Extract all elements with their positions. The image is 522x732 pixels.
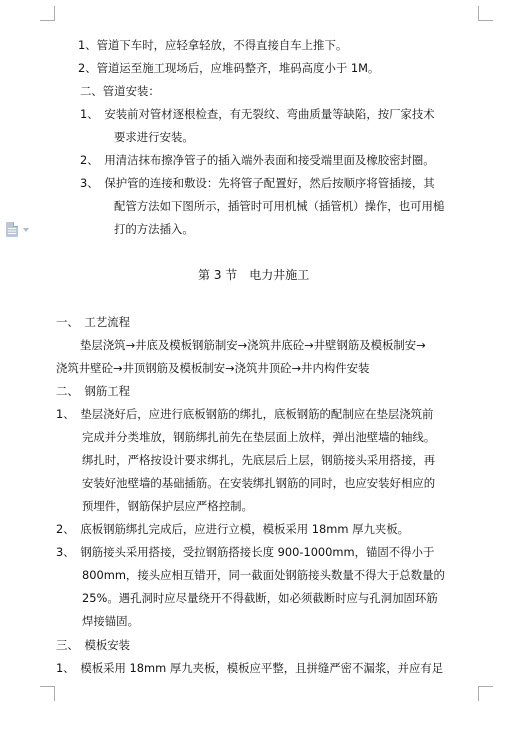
paragraph-line: 1、管道下车时，应轻拿轻放，不得直接自车上推下。	[78, 38, 348, 52]
paragraph-line: 25%。遇孔洞时应尽量绕开不得截断，如必须截断时应与孔洞加固环筋	[82, 591, 438, 605]
paragraph-line: 2、管道运至施工现场后，应堆码整齐，堆码高度小于 1M。	[78, 61, 380, 75]
list-item: 1、 垫层浇好后，应进行底板钢筋的绑扎，底板钢筋的配制应在垫层浇筑前	[56, 407, 434, 421]
paragraph-line: 打的方法插入。	[114, 222, 194, 236]
dropdown-arrow-icon[interactable]	[23, 228, 29, 232]
corner-mark-top-left	[40, 6, 55, 21]
paragraph-line: 垫层浇筑→井底及模板钢筋制安→浇筑井底砼→井壁钢筋及模板制安→	[80, 338, 426, 352]
paragraph-line: 浇筑井壁砼→井顶钢筋及模板制安→浇筑井顶砼→井内构件安装	[56, 361, 370, 375]
section-heading: 一、 工艺流程	[56, 315, 131, 329]
corner-mark-bottom-left	[40, 686, 55, 701]
paragraph-line: 要求进行安装。	[114, 130, 194, 144]
paragraph-line: 配管方法如下图所示，插管时可用机械（插管机）操作，也可用槌	[114, 199, 445, 213]
paragraph-line: 绑扎时，严格按设计要求绑扎，先底层后上层，钢筋接头采用搭接，再	[82, 453, 436, 467]
document-icon[interactable]	[6, 222, 18, 237]
section-heading: 二、管道安装：	[80, 84, 160, 98]
list-item: 1、 模板采用 18mm 厚九夹板，模板应平整，且拼缝严密不漏浆，并应有足	[56, 661, 444, 675]
section-title: 第 3 节 电力井施工	[198, 268, 310, 282]
section-heading: 三、 模板安装	[56, 638, 131, 652]
section-heading: 二、 钢筋工程	[56, 384, 131, 398]
paragraph-line: 安装好池壁墙的基础插筋。在安装绑扎钢筋的同时，也应安装好相应的	[82, 476, 436, 490]
list-item: 3、 钢筋接头采用搭接，受拉钢筋搭接长度 900-1000mm，锚固不得小于	[56, 545, 435, 559]
corner-mark-top-right	[478, 6, 493, 21]
list-item: 3、 保护管的连接和敷设：先将管子配置好，然后按顺序将管插接，其	[80, 176, 435, 190]
paragraph-line: 800mm，接头应相互错开，同一截面处钢筋接头数量不得大于总数量的	[82, 568, 445, 582]
paragraph-line: 预埋件，钢筋保护层应严格控制。	[82, 499, 253, 513]
list-item: 2、 底板钢筋绑扎完成后，应进行立模，模板采用 18mm 厚九夹板。	[56, 522, 410, 536]
paragraph-line: 焊接锚固。	[82, 614, 139, 628]
paragraph-line: 完成并分类堆放，钢筋绑扎前先在垫层面上放样，弹出池壁墙的轴线。	[82, 430, 436, 444]
corner-mark-bottom-right	[478, 686, 493, 701]
list-item: 2、 用清洁抹布擦净管子的插入端外表面和接受端里面及橡胶密封圈。	[80, 153, 435, 167]
list-item: 1、 安装前对管材逐根检查，有无裂纹、弯曲质量等缺陷，按厂家技术	[80, 107, 435, 121]
